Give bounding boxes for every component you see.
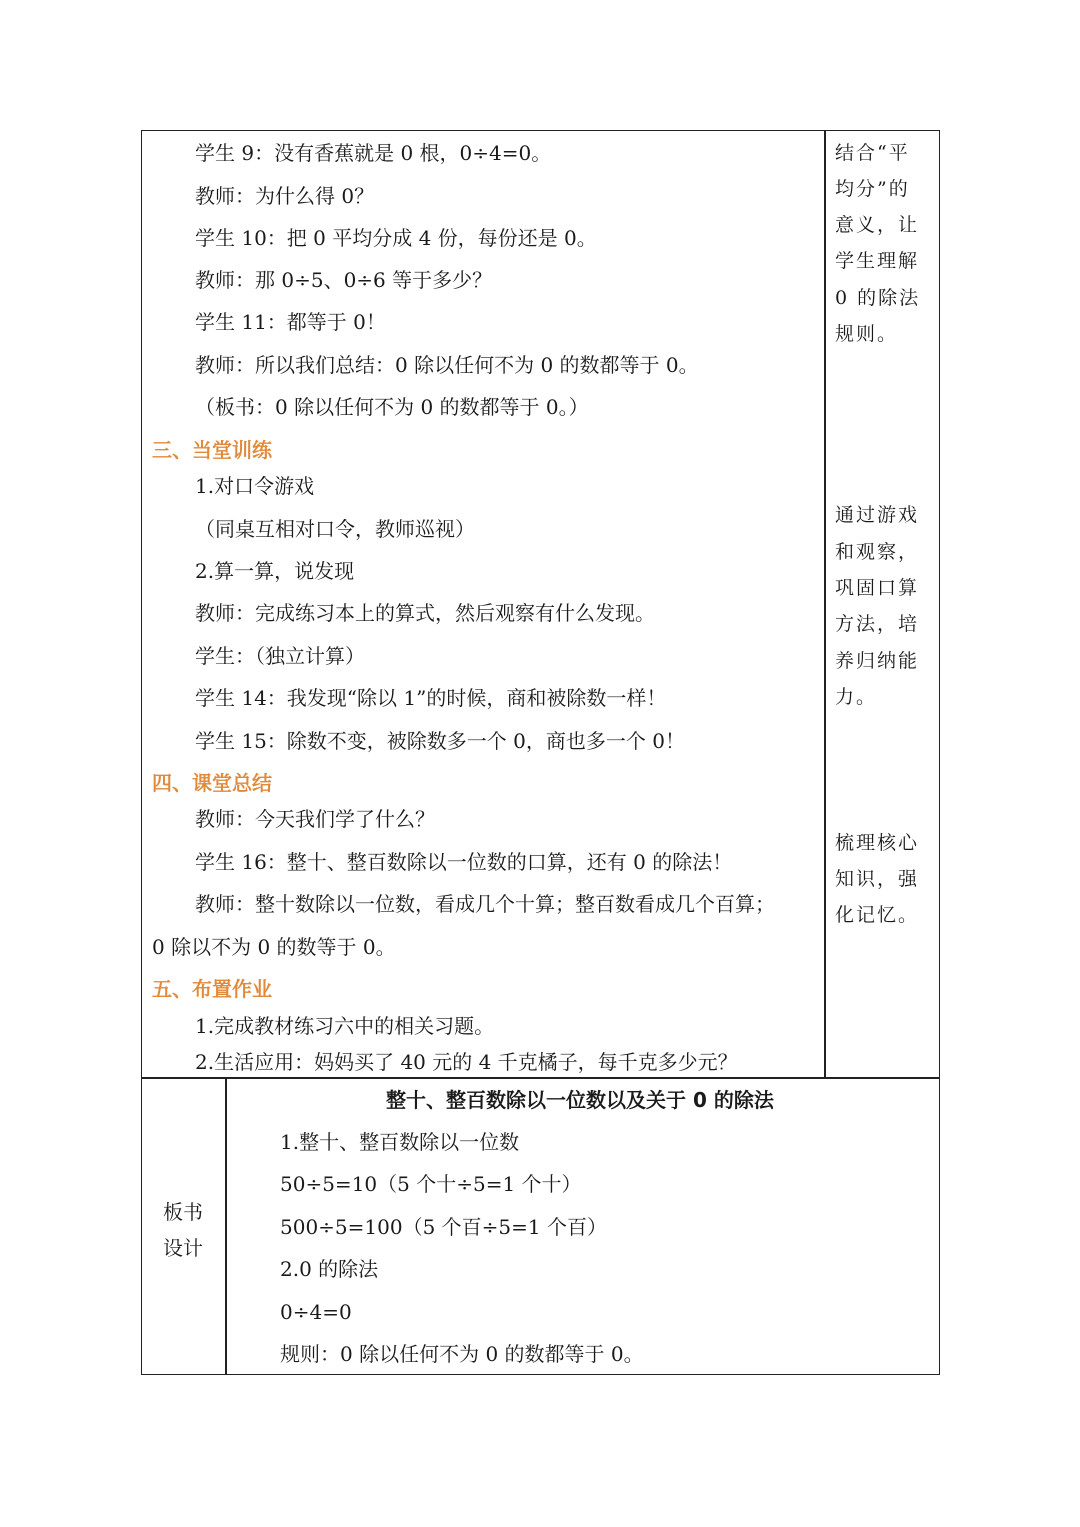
dialogue-line: 学生 9：没有香蕉就是 0 根，0÷4=0。	[195, 141, 552, 165]
board-line: 50÷5=10（5 个十÷5=1 个十）	[280, 1172, 582, 1196]
dialogue-line: 教师：所以我们总结：0 除以任何不为 0 的数都等于 0。	[195, 353, 699, 377]
dialogue-line: 教师：为什么得 0？	[195, 184, 375, 208]
section-line: 2.生活应用：妈妈买了 40 元的 4 千克橘子，每千克多少元？	[195, 1050, 738, 1074]
board-line: 2.0 的除法	[280, 1257, 379, 1281]
section-line: （同桌互相对口令，教师巡视）	[195, 517, 475, 541]
design-note: 结合“平	[835, 142, 910, 164]
section-line: 学生 15：除数不变，被除数多一个 0，商也多一个 0！	[195, 729, 685, 753]
board-label-divider	[225, 1077, 227, 1375]
section-line: 教师：完成练习本上的算式，然后观察有什么发现。	[195, 601, 655, 625]
board-label: 板书	[163, 1200, 203, 1224]
design-note: 规则。	[835, 323, 899, 345]
dialogue-line: 教师：那 0÷5、0÷6 等于多少？	[195, 268, 493, 292]
design-note: 意义，让	[835, 214, 920, 236]
section-heading: 五、布置作业	[152, 977, 272, 1001]
design-note: 梳理核心	[835, 832, 920, 854]
board-row-divider	[141, 1077, 940, 1079]
design-note: 巩固口算	[835, 577, 920, 599]
section-heading: 三、当堂训练	[152, 438, 272, 462]
section-line: 教师：今天我们学了什么？	[195, 807, 435, 831]
design-note: 知识，强	[835, 868, 920, 890]
design-note: 0 的除法	[835, 287, 921, 309]
section-line: 学生 14：我发现“除以 1”的时候，商和被除数一样！	[195, 686, 667, 710]
section-line: 0 除以不为 0 的数等于 0。	[152, 935, 396, 959]
board-line: 1.整十、整百数除以一位数	[280, 1130, 520, 1154]
dialogue-line: （板书：0 除以任何不为 0 的数都等于 0。）	[195, 395, 589, 419]
design-note: 学生理解	[835, 250, 920, 272]
dialogue-line: 学生 10：把 0 平均分成 4 份，每份还是 0。	[195, 226, 597, 250]
section-line: 1.完成教材练习六中的相关习题。	[195, 1014, 495, 1038]
board-label: 设计	[163, 1236, 203, 1260]
design-note: 养归纳能	[835, 650, 920, 672]
notes-column-divider	[824, 130, 826, 1077]
board-title: 整十、整百数除以一位数以及关于 0 的除法	[386, 1088, 774, 1112]
board-line: 500÷5=100（5 个百÷5=1 个百）	[280, 1215, 607, 1239]
section-line: 教师：整十数除以一位数，看成几个十算；整百数看成几个百算；	[195, 892, 775, 916]
design-note: 和观察，	[835, 541, 920, 563]
design-note: 通过游戏	[835, 504, 920, 526]
section-line: 学生：（独立计算）	[195, 644, 365, 668]
design-note: 均分”的	[835, 178, 910, 200]
section-line: 学生 16：整十、整百数除以一位数的口算，还有 0 的除法！	[195, 850, 733, 874]
section-line: 2.算一算，说发现	[195, 559, 355, 583]
board-line: 规则：0 除以任何不为 0 的数都等于 0。	[280, 1342, 644, 1366]
design-note: 力。	[835, 686, 878, 708]
design-note: 化记忆。	[835, 904, 920, 926]
design-note: 方法，培	[835, 613, 920, 635]
section-line: 1.对口令游戏	[195, 474, 315, 498]
dialogue-line: 学生 11：都等于 0！	[195, 310, 386, 334]
board-line: 0÷4=0	[280, 1300, 352, 1324]
section-heading: 四、课堂总结	[152, 771, 272, 795]
